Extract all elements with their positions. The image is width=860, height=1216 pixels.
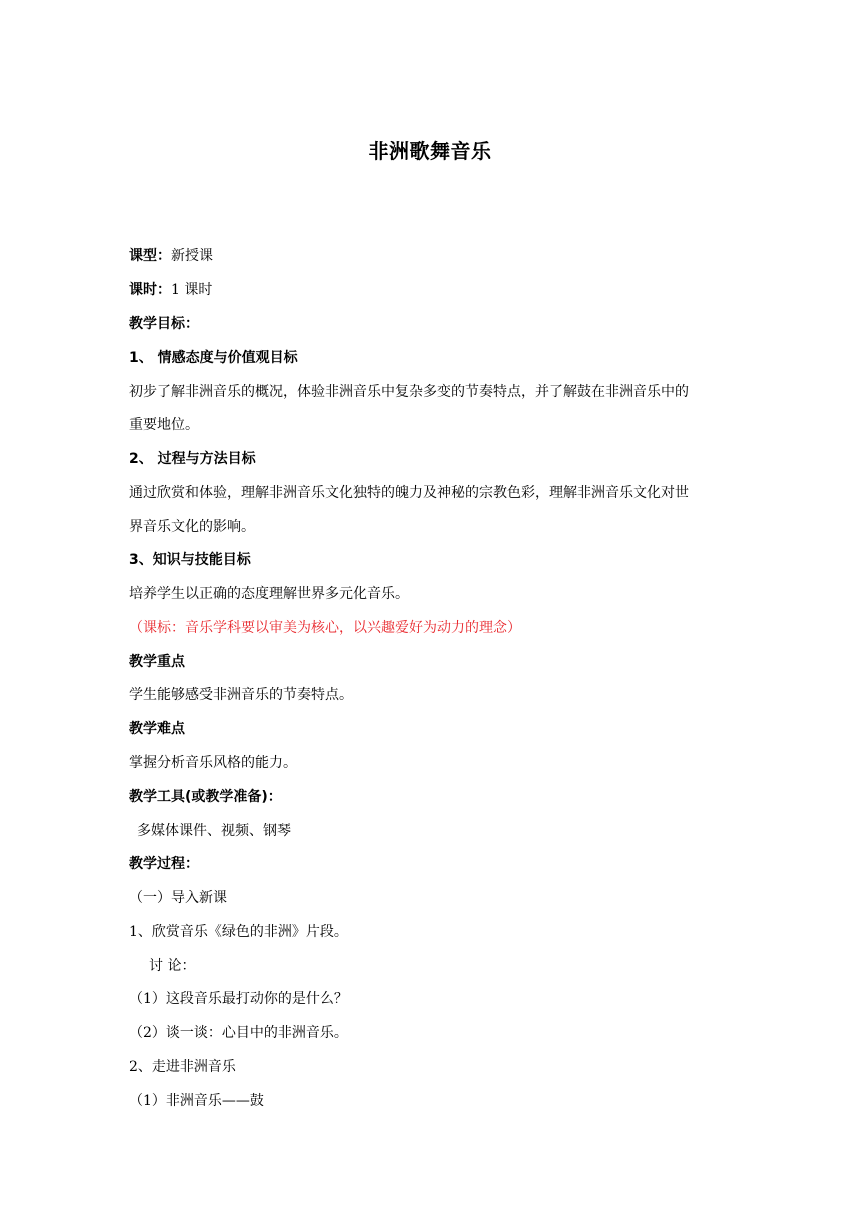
process-heading: 教学过程： bbox=[129, 856, 199, 872]
objective1-text-line2: 重要地位。 bbox=[129, 417, 199, 433]
key-point-heading: 教学重点 bbox=[129, 654, 185, 670]
document-title: 非洲歌舞音乐 bbox=[368, 139, 492, 163]
course-hours-label: 课时： bbox=[129, 282, 171, 298]
tools-text: 多媒体课件、视频、钢琴 bbox=[137, 823, 291, 839]
process-question1: （1）这段音乐最打动你的是什么？ bbox=[129, 991, 348, 1007]
process-step2: 2、走进非洲音乐 bbox=[129, 1059, 236, 1075]
objective2-text-line2: 界音乐文化的影响。 bbox=[129, 519, 255, 535]
difficulty-heading: 教学难点 bbox=[129, 721, 185, 737]
objective3-heading: 3、知识与技能目标 bbox=[129, 552, 251, 568]
course-type-line bbox=[129, 246, 739, 266]
process-discuss: 讨 论： bbox=[149, 958, 196, 974]
course-type-value: 新授课 bbox=[171, 248, 213, 264]
objective3-text: 培养学生以正确的态度理解世界多元化音乐。 bbox=[129, 586, 409, 602]
curriculum-note: （课标：音乐学科要以审美为核心，以兴趣爱好为动力的理念） bbox=[129, 620, 521, 636]
process-step1: 1、欣赏音乐《绿色的非洲》片段。 bbox=[129, 924, 348, 940]
objective2-heading: 2、 过程与方法目标 bbox=[129, 451, 256, 467]
objective2-text-line1: 通过欣赏和体验，理解非洲音乐文化独特的魄力及神秘的宗教色彩，理解非洲音乐文化对世 bbox=[129, 485, 689, 501]
objective1-text-line1: 初步了解非洲音乐的概况，体验非洲音乐中复杂多变的节奏特点，并了解鼓在非洲音乐中的 bbox=[129, 384, 689, 400]
difficulty-text: 掌握分析音乐风格的能力。 bbox=[129, 755, 297, 771]
process-sub1: （1）非洲音乐——鼓 bbox=[129, 1093, 264, 1109]
tools-heading: 教学工具(或教学准备)： bbox=[129, 789, 282, 805]
objectives-heading: 教学目标： bbox=[129, 316, 199, 332]
process-question2: （2）谈一谈：心目中的非洲音乐。 bbox=[129, 1025, 348, 1041]
process-section1: （一）导入新课 bbox=[129, 890, 227, 906]
course-type-label: 课型： bbox=[129, 248, 171, 264]
course-hours-line bbox=[129, 280, 739, 300]
objective1-heading: 1、 情感态度与价值观目标 bbox=[129, 350, 298, 366]
key-point-text: 学生能够感受非洲音乐的节奏特点。 bbox=[129, 687, 353, 703]
course-hours-value: 1 课时 bbox=[171, 282, 213, 298]
